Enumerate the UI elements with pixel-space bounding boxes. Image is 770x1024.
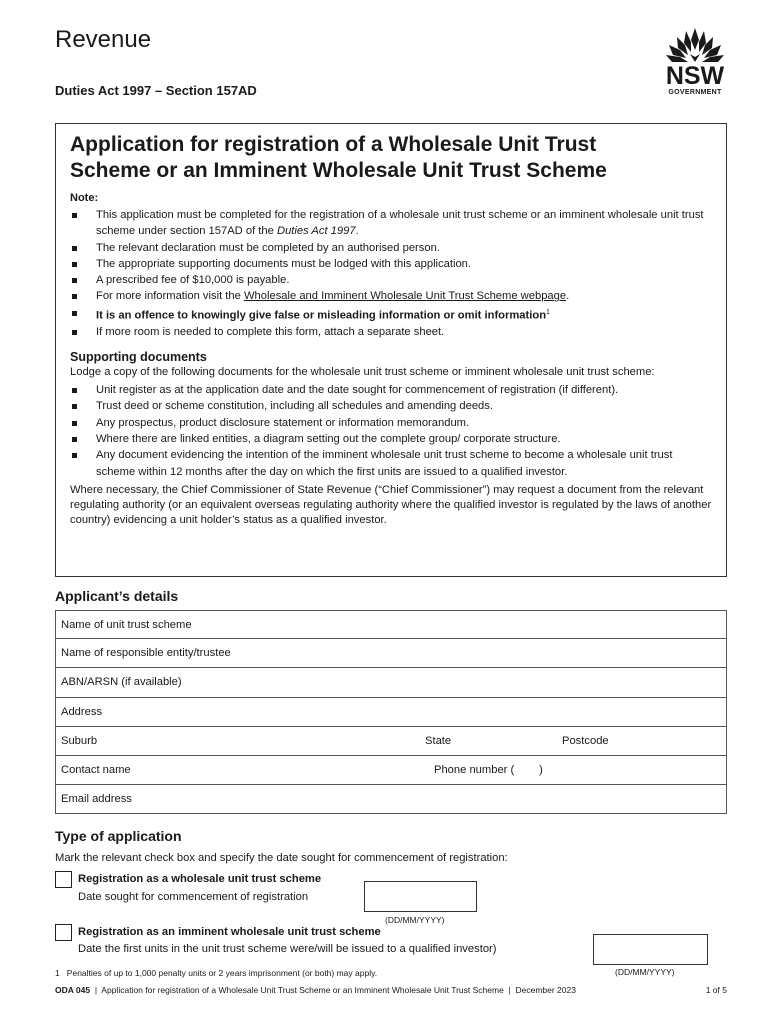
list-item: Trust deed or scheme constitution, including all schedules and amending deeds. [70, 398, 712, 414]
wholesale-option-label: Registration as a wholesale unit trust scheme [78, 873, 322, 885]
contact-row[interactable] [55, 756, 727, 785]
contact-name-label: Contact name [61, 763, 131, 776]
phone-label: Phone number ( ) [434, 763, 543, 776]
abn-field[interactable]: ABN/ARSN (if available) [55, 668, 727, 697]
commencement-date-label: Date sought for commencement of registration [78, 891, 309, 903]
type-of-application-heading: Type of application [55, 828, 182, 844]
list-item: Any prospectus, product disclosure statement or information memorandum. [70, 415, 712, 431]
imminent-option-label: Registration as an imminent wholesale unit trust scheme [78, 926, 381, 938]
page-footer [55, 985, 727, 995]
webpage-link[interactable]: Wholesale and Imminent Wholesale Unit Trust Scheme webpage [243, 290, 567, 303]
logo-government-text: GOVERNMENT [668, 89, 722, 96]
form-title: Application for registration of a Wholesale Unit Trust Scheme or an Imminent Wholesale Unit Trust Scheme [70, 133, 607, 182]
list-item: A prescribed fee of $10,000 is payable. [70, 272, 712, 288]
wholesale-checkbox[interactable] [55, 871, 72, 888]
suburb-state-postcode-row[interactable] [55, 727, 727, 756]
agency-title: Revenue [55, 26, 152, 53]
imminent-checkbox[interactable] [55, 924, 72, 941]
name-scheme-field[interactable]: Name of unit trust scheme [55, 610, 727, 639]
applicant-details-table [55, 610, 727, 814]
waratah-icon [660, 26, 730, 64]
nsw-government-logo [660, 26, 730, 100]
supporting-intro: Lodge a copy of the following documents for the wholesale unit trust scheme or imminent wholesale unit trust scheme: [70, 366, 655, 379]
responsible-entity-field[interactable]: Name of responsible entity/trustee [55, 639, 727, 668]
note-label: Note: [70, 192, 99, 204]
list-item: If more room is needed to complete this form, attach a separate sheet. [70, 324, 712, 340]
suburb-label: Suburb [61, 734, 98, 747]
footer-description: | Application for registration of a Wholesale Unit Trust Scheme or an Imminent Wholesale Unit Trust Scheme | December 2023 [90, 985, 576, 995]
closing-paragraph: Where necessary, the Chief Commissioner of State Revenue (“Chief Commissioner”) may request a document from the relevant regulating authority (or an equivalent overseas regulating authority where the qualified investor is regulated by the laws of another country) evidencing a unit holder’s status as a qualified investor. [70, 483, 712, 526]
type-description: Mark the relevant check box and specify the date sought for commencement of registration: [55, 852, 508, 864]
supporting-documents-heading: Supporting documents [70, 350, 207, 365]
applicant-details-heading: Applicant’s details [55, 588, 179, 604]
list-item: Any document evidencing the intention of the imminent wholesale unit trust scheme to become a wholesale unit trust scheme within 12 months after the day on which the first units are issued to a qualified investor. [70, 447, 712, 480]
list-item: Where there are linked entities, a diagram setting out the complete group/ corporate structure. [70, 431, 712, 447]
list-item: It is an offence to knowingly give false or misleading information or omit information$^1$ [70, 305, 712, 324]
date-format-hint: (DD/MM/YYYY) [385, 915, 445, 925]
first-units-date-input[interactable] [593, 934, 708, 965]
logo-nsw-text: NSW [665, 62, 725, 90]
supporting-list [70, 382, 712, 480]
footnote: 1 Penalties of up to 1,000 penalty units or 2 years imprisonment (or both) may apply. [55, 968, 378, 978]
form-code: ODA 045 [55, 985, 91, 995]
list-item: This application must be completed for the registration of a wholesale unit trust scheme or an imminent wholesale unit trust scheme under section 157AD of the Duties Act 1997. [70, 207, 712, 240]
list-item: The relevant declaration must be completed by an authorised person. [70, 240, 712, 256]
state-label: State [425, 734, 452, 747]
first-units-date-label: Date the first units in the unit trust scheme were/will be issued to a qualified investor) [78, 943, 497, 955]
list-item: For more information visit the Wholesale and Imminent Wholesale Unit Trust Scheme webpage. [70, 288, 712, 304]
date-format-hint: (DD/MM/YYYY) [615, 967, 675, 977]
act-reference: Duties Act 1997 – Section 157AD [55, 83, 257, 98]
note-list [70, 207, 712, 340]
email-field[interactable]: Email address [55, 785, 727, 814]
list-item: The appropriate supporting documents must be lodged with this application. [70, 256, 712, 272]
commencement-date-input[interactable] [364, 881, 477, 912]
page-number: 1 of 5 [705, 985, 727, 995]
list-item: Unit register as at the application date and the date sought for commencement of registration (if different). [70, 382, 712, 398]
postcode-label: Postcode [562, 734, 609, 747]
address-field[interactable]: Address [55, 698, 727, 727]
notes-box [55, 123, 727, 577]
